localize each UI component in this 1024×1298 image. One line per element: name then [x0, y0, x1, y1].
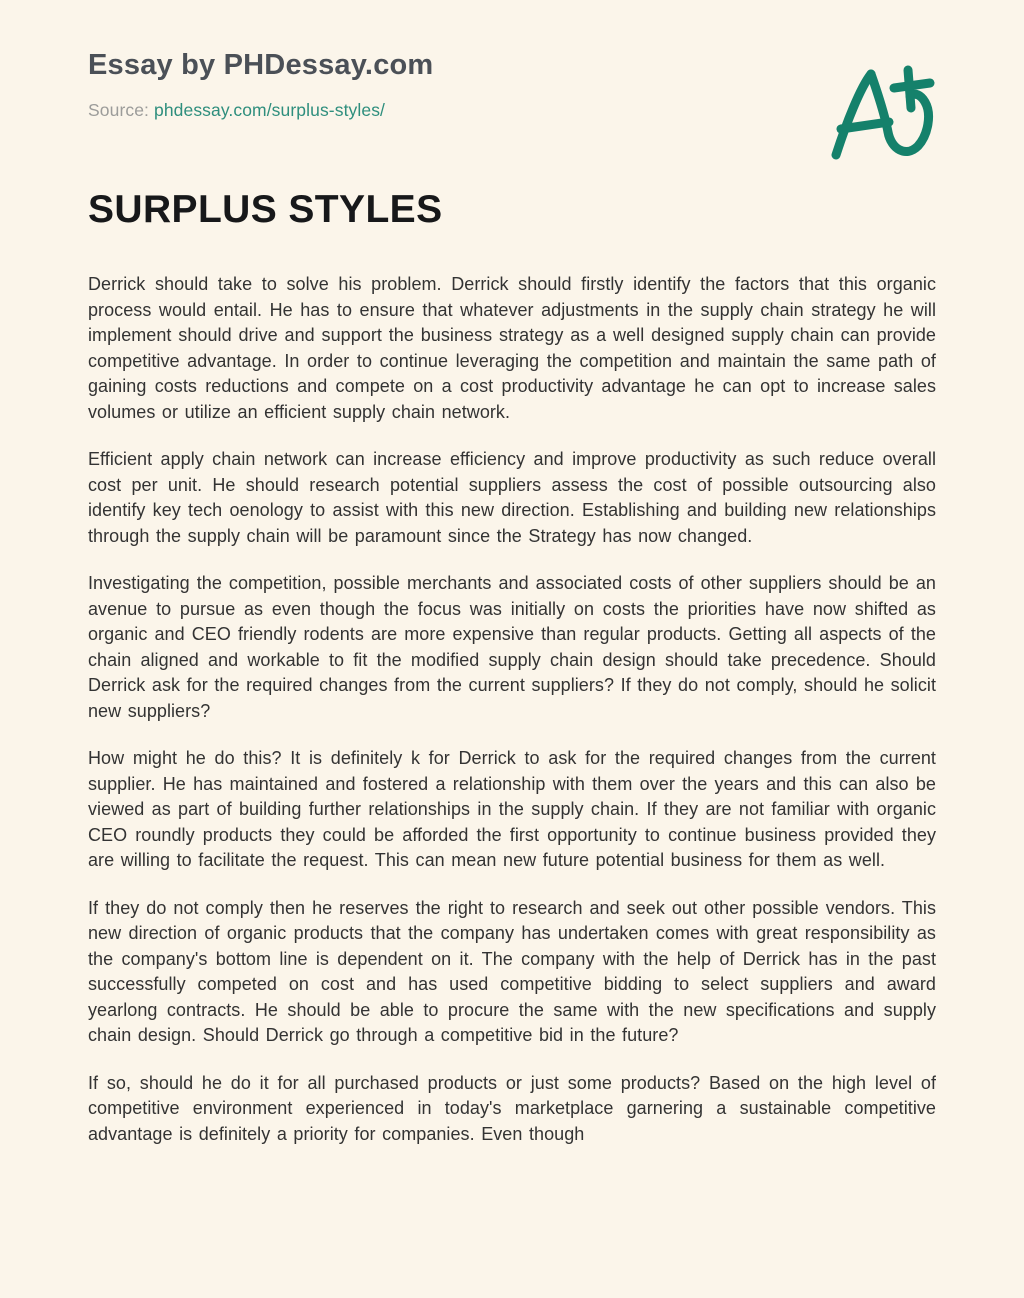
source-link[interactable]: phdessay.com/surplus-styles/ — [153, 99, 386, 120]
site-header-title: Essay by PHDessay.com — [88, 49, 434, 81]
page-header — [88, 50, 936, 121]
essay-paragraph: Efficient apply chain network can increase efficiency and improve productivity as such reduce overall cost per unit. He should research potential suppliers assess the cost of possible outsourcing also identify key tech oenology to assist with this new direction. Establishing and building new relationships through the supply chain will be paramount since the Strategy has now changed. — [88, 449, 936, 546]
essay-paragraph: Investigating the competition, possible merchants and associated costs of other suppliers should be an avenue to pursue as even though the focus was initially on costs the priorities have now shifted as organic and CEO friendly rodents are more expensive than regular products. Getting all aspects of the chain aligned and workable to fit the modified supply chain design should take precedence. Should Derrick ask for the required changes from the current suppliers? If they do not comply, should he solicit new suppliers? — [88, 573, 936, 721]
essay-paragraph: How might he do this? It is definitely k for Derrick to ask for the required changes from the current supplier. He has maintained and fostered a relationship with them over the years and this can also be viewed as part of building further relationships in the supply chain. If they are not familiar with organic CEO roundly products they could be afforded the first opportunity to continue business provided they are willing to facilitate the request. This can mean new future potential business for them as well. — [88, 748, 936, 870]
essay-paragraph: If so, should he do it for all purchased products or just some products? Based on the high level of competitive environment experienced in today's marketplace garnering a sustainable competitive advantage is definitely a priority for companies. Even though — [88, 1072, 936, 1144]
essay-title: SURPLUS STYLES — [88, 188, 443, 231]
essay-body — [88, 272, 936, 1298]
essay-paragraph: If they do not comply then he reserves the right to research and seek out other possible vendors. This new direction of organic products that the company has undertaken comes with great responsibility as the company's bottom line is dependent on it. The company with the help of Derrick has in the past successfully competed on cost and has used competitive bidding to select suppliers and award yearlong contracts. He should be able to procure the same with the new specifications and supply chain design. Should Derrick go through a competitive bid in the future? — [88, 897, 936, 1045]
essay-paragraph: Derrick should take to solve his problem. Derrick should firstly identify the factors that this organic process would entail. He has to ensure that whatever adjustments in the supply chain strategy he will implement should drive and support the business strategy as a well designed supply chain can provide competitive advantage. In order to continue leveraging the competition and maintain the same path of gaining costs reductions and compete on a cost productivity advantage he can opt to increase sales volumes or utilize an efficient supply chain network. — [88, 274, 936, 422]
source-label: Source: — [88, 99, 154, 120]
source-line — [88, 100, 936, 121]
phdessay-a-plus-logo-icon — [826, 62, 952, 164]
